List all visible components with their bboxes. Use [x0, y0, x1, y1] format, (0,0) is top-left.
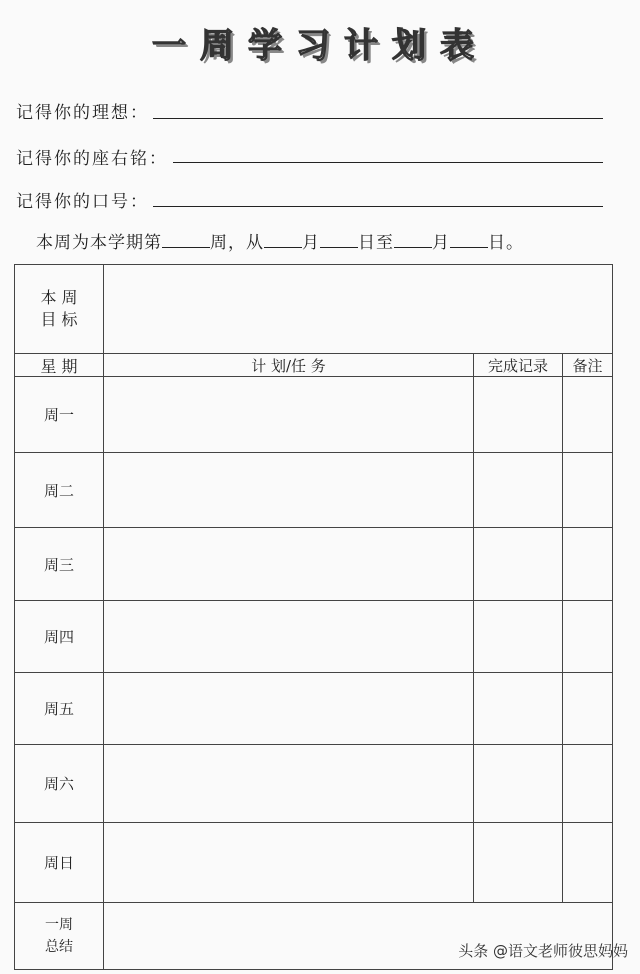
day-label-sat: 周六 [43, 775, 74, 793]
header-completion: 完成记录 [487, 356, 548, 375]
week-text-2: 周，从 [210, 233, 264, 253]
start-day-blank[interactable] [320, 233, 358, 248]
end-day-blank[interactable] [450, 233, 488, 248]
header-notes: 备注 [572, 356, 603, 375]
week-info-line [36, 228, 524, 253]
motto-label: 记得你的座右铭： [16, 149, 168, 169]
divider [15, 600, 612, 601]
summary-label-line2: 总结 [45, 939, 73, 955]
week-text-3: 月 [302, 233, 320, 253]
goal-label-line2: 目 标 [40, 310, 78, 329]
watermark: 头条 @语文老师彼思妈妈 [458, 942, 628, 960]
page-title: 一周学习计划表 [152, 26, 488, 66]
day-label-wed: 周三 [43, 555, 74, 574]
divider [15, 527, 612, 528]
day-label-sun: 周日 [43, 854, 74, 872]
start-month-blank[interactable] [264, 233, 302, 248]
weekly-goal-label [15, 265, 103, 353]
week-number-blank[interactable] [162, 233, 210, 248]
week-text-4: 日至 [358, 233, 394, 253]
weekly-goal-field[interactable] [104, 265, 612, 353]
plan-table [14, 264, 613, 970]
weekly-summary-label [15, 903, 103, 969]
ideal-field[interactable] [153, 118, 603, 119]
slogan-label: 记得你的口号： [16, 192, 149, 212]
motto-field[interactable] [173, 162, 603, 163]
divider [15, 822, 612, 823]
divider [15, 672, 612, 673]
header-weekday: 星 期 [40, 356, 78, 376]
week-text-6: 日。 [488, 233, 524, 253]
header-plan: 计 划/任 务 [251, 356, 326, 375]
day-label-fri: 周五 [43, 700, 74, 718]
day-label-tue: 周二 [43, 481, 74, 500]
week-text-1: 本周为本学期第 [36, 233, 162, 253]
end-month-blank[interactable] [394, 233, 432, 248]
divider [562, 353, 563, 903]
divider [473, 353, 474, 903]
goal-label-line1: 本 周 [40, 288, 78, 307]
day-label-thu: 周四 [43, 628, 74, 646]
divider [15, 376, 612, 377]
divider [15, 452, 612, 453]
week-text-5: 月 [432, 233, 450, 253]
divider [15, 744, 612, 745]
ideal-label: 记得你的理想： [16, 103, 149, 123]
slogan-field[interactable] [153, 206, 603, 207]
summary-label-line1: 一周 [45, 917, 73, 933]
day-label-mon: 周一 [43, 406, 74, 424]
